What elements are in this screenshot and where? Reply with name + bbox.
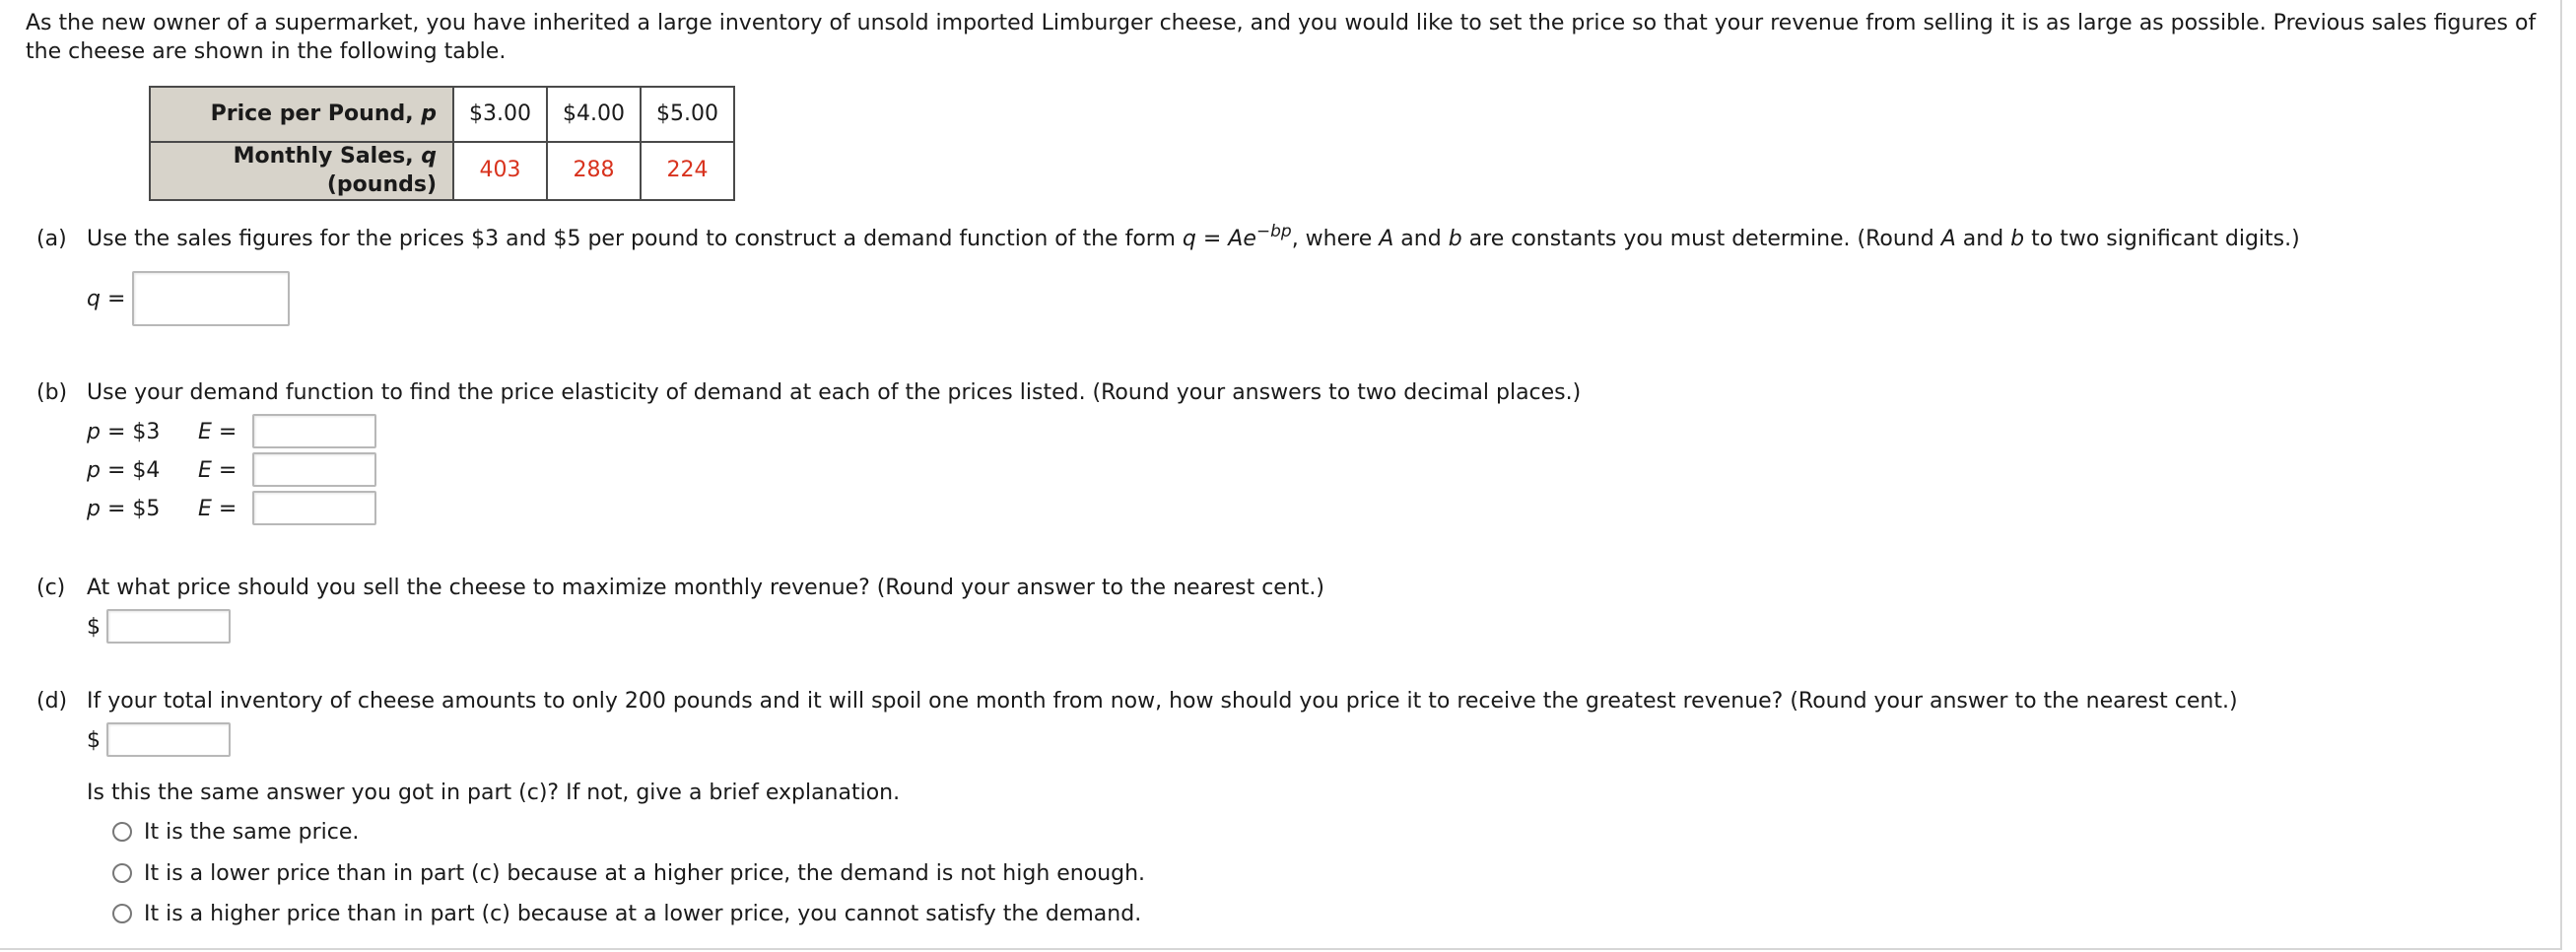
price-row: [150, 87, 734, 142]
comparison-question: Is this the same answer you got in part (c)? If not, give a brief explanation.: [87, 781, 901, 805]
part-c-prompt: At what price should you sell the cheese to maximize monthly revenue? (Round your answer to the nearest cent.): [87, 576, 1324, 600]
price-cell: $5.00: [641, 87, 734, 142]
option-label: It is a higher price than in part (c) because at a lower price, you cannot satisfy the demand.: [144, 902, 1142, 926]
sales-row: [150, 142, 734, 200]
part-c-label: (c): [36, 576, 66, 600]
part-a-label: (a): [36, 227, 67, 251]
radio-button[interactable]: [112, 904, 132, 923]
sales-cell: 288: [547, 142, 641, 200]
price-cell: $3.00: [453, 87, 547, 142]
elasticity-label: E =: [198, 458, 237, 483]
elasticity-label: E =: [198, 497, 237, 521]
price-5-label: p = $5: [87, 497, 161, 521]
currency-symbol: $: [87, 615, 101, 640]
option-label: It is a lower price than in part (c) because at a higher price, the demand is not high enough.: [144, 861, 1146, 886]
problem-intro: As the new owner of a supermarket, you have inherited a large inventory of unsold imported Limburger cheese, and you would like to set the price so that your revenue from selling it is as large as possible. Previous sales figures of the cheese are shown in the following table.: [26, 11, 2537, 64]
part-d-prompt: If your total inventory of cheese amounts to only 200 pounds and it will spoil one month from now, how should you price it to receive the greatest revenue? (Round your answer to the nearest cent.): [87, 689, 2238, 714]
part-b-prompt: Use your demand function to find the price elasticity of demand at each of the prices listed. (Round your answers to two decimal places.): [87, 380, 1582, 405]
q-answer-label: q =: [87, 287, 126, 311]
price-cell: $4.00: [547, 87, 641, 142]
q-answer-input[interactable]: [132, 271, 290, 326]
part-b-label: (b): [36, 380, 68, 405]
part-a-prompt: Use the sales figures for the prices $3 and $5 per pound to construct a demand function of the form $q = Ae^{-bp}$, where A and b are constants you must determine. (Round A and b to two significant digits.): [87, 222, 2300, 251]
radio-button[interactable]: [112, 863, 132, 883]
elasticity-input-p3[interactable]: [252, 414, 376, 448]
elasticity-input-p5[interactable]: [252, 491, 376, 525]
sales-cell: 224: [641, 142, 734, 200]
price-4-label: p = $4: [87, 458, 161, 483]
currency-symbol: $: [87, 728, 101, 753]
elasticity-input-p4[interactable]: [252, 452, 376, 487]
elasticity-label: E =: [198, 420, 237, 444]
part-d-label: (d): [36, 689, 68, 714]
sales-row-header: Monthly Sales, q (pounds): [150, 142, 453, 200]
price-3-label: p = $3: [87, 420, 161, 444]
radio-button[interactable]: [112, 822, 132, 842]
sales-cell: 403: [453, 142, 547, 200]
sales-table: [149, 86, 735, 201]
max-revenue-price-input[interactable]: [106, 609, 231, 644]
price-row-header: Price per Pound, p: [150, 87, 453, 142]
limited-inventory-price-input[interactable]: [106, 722, 231, 757]
option-label: It is the same price.: [144, 820, 360, 845]
